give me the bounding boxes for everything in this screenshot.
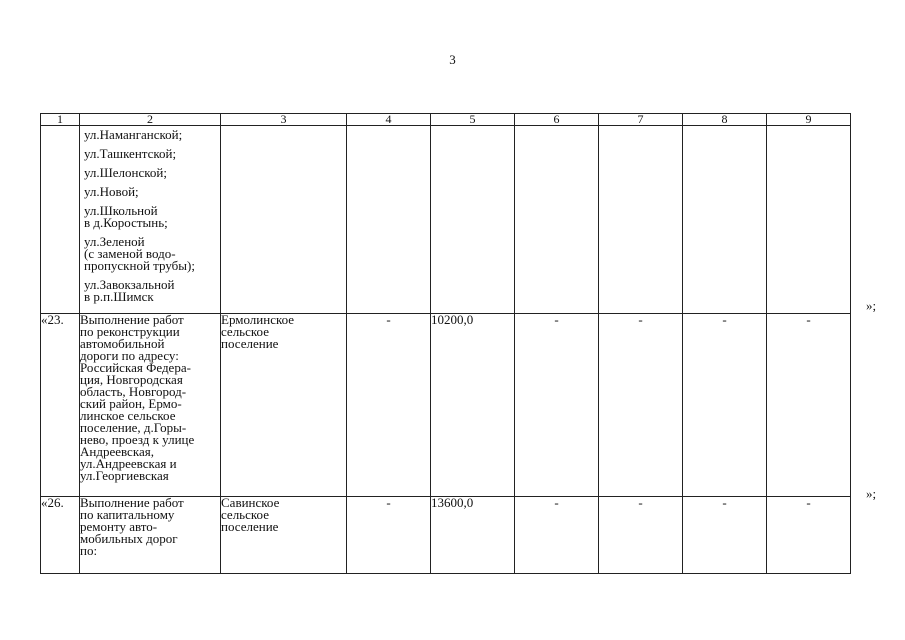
value-col6: -	[515, 497, 599, 574]
street-item: ул.Школьной в д.Коростынь;	[84, 203, 168, 230]
empty-cell	[41, 126, 80, 314]
street-item: ул.Новой;	[84, 184, 139, 199]
value-col5: 13600,0	[431, 497, 515, 574]
column-number: 3	[221, 114, 347, 126]
column-number: 5	[431, 114, 515, 126]
value-col7: -	[599, 314, 683, 497]
table-row	[41, 314, 851, 497]
empty-cell	[767, 126, 851, 314]
recipient: Ермолинское сельское поселение	[221, 314, 347, 497]
value-col8: -	[683, 497, 767, 574]
row-number: «26.	[41, 497, 80, 574]
value-col5: 10200,0	[431, 314, 515, 497]
column-number: 8	[683, 114, 767, 126]
column-number: 7	[599, 114, 683, 126]
work-description: Выполнение работ по капитальному ремонту авто- мобильных дорог по:	[80, 497, 221, 574]
empty-cell	[599, 126, 683, 314]
empty-cell	[347, 126, 431, 314]
street-item: ул.Шелонской;	[84, 165, 167, 180]
work-description: Выполнение работ по реконструкции автомобильной дороги по адресу: Российская Федера- ция, Новгородская область, Новгород- ский район, Ермо- линское сельское поселение, д.Горы- нево, проезд к улице Андреевская, ул.Андреевская и ул.Георгиевская	[80, 314, 221, 497]
street-item: ул.Ташкентской;	[84, 146, 177, 161]
page-number: 3	[449, 52, 456, 67]
value-col7: -	[599, 497, 683, 574]
street-item: ул.Наманганской;	[84, 127, 183, 142]
table-row	[41, 497, 851, 574]
empty-cell	[431, 126, 515, 314]
value-col4: -	[347, 497, 431, 574]
column-number: 4	[347, 114, 431, 126]
value-col8: -	[683, 314, 767, 497]
column-number-row	[41, 114, 851, 126]
empty-cell	[221, 126, 347, 314]
value-col9: -	[767, 497, 851, 574]
empty-cell	[515, 126, 599, 314]
street-list-cell	[80, 126, 221, 314]
street-item: ул.Завокзальной в р.п.Шимск	[84, 277, 175, 304]
closing-quote: »;	[866, 486, 877, 501]
row-number: «23.	[41, 314, 80, 497]
funding-table	[40, 113, 851, 574]
column-number: 2	[80, 114, 221, 126]
street-item: ул.Зеленой (с заменой водо- пропускной трубы);	[84, 234, 195, 273]
closing-quote: »;	[866, 298, 877, 313]
column-number: 6	[515, 114, 599, 126]
value-col6: -	[515, 314, 599, 497]
value-col9: -	[767, 314, 851, 497]
empty-cell	[683, 126, 767, 314]
column-number: 9	[767, 114, 851, 126]
value-col4: -	[347, 314, 431, 497]
continuation-row	[41, 126, 851, 314]
column-number: 1	[41, 114, 80, 126]
recipient: Савинское сельское поселение	[221, 497, 347, 574]
